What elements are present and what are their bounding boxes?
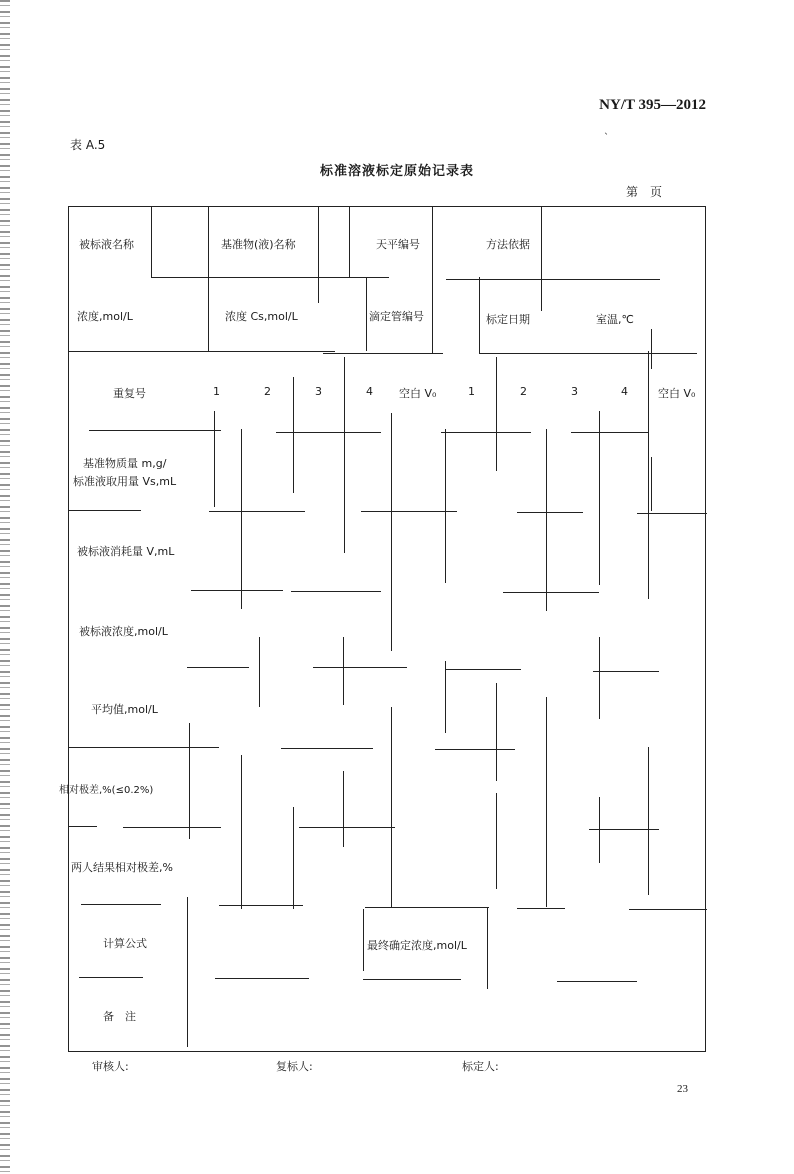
repeat-col-blank: 空白 V₀ <box>399 387 437 400</box>
form-title: 标准溶液标定原始记录表 <box>319 164 474 179</box>
row-label-two-person-range: 两人结果相对极差,% <box>71 861 173 874</box>
repeat-col-blank-b: 空白 V₀ <box>658 387 696 400</box>
table-label: 表 A.5 <box>70 138 106 152</box>
row-label-mass-2: 标准液取用量 Vs,mL <box>73 475 177 488</box>
repeat-col-3: 3 <box>315 385 322 398</box>
row-label-final-concentration: 最终确定浓度,mol/L <box>367 939 467 952</box>
row-label-remarks: 备 注 <box>103 1010 136 1023</box>
signature-rechecker: 复标人: <box>276 1060 313 1073</box>
row-label-average: 平均值,mol/L <box>91 703 158 716</box>
repeat-col-4: 4 <box>366 385 373 398</box>
repeat-number-label: 重复号 <box>113 387 146 400</box>
repeat-col-2: 2 <box>264 385 271 398</box>
repeat-col-2b: 2 <box>520 385 527 398</box>
signature-reviewer: 审核人: <box>92 1060 129 1073</box>
row-label-concentration: 被标液浓度,mol/L <box>79 625 168 638</box>
field-concentration-cs: 浓度 Cs,mol/L <box>225 310 298 323</box>
record-form <box>59 206 706 1052</box>
repeat-col-1: 1 <box>213 385 220 398</box>
field-method-basis: 方法依据 <box>486 238 530 251</box>
row-label-mass-1: 基准物质量 m,g/ <box>83 457 167 470</box>
page-number: 23 <box>677 1083 688 1095</box>
row-label-consumed: 被标液消耗量 V,mL <box>77 545 175 558</box>
repeat-col-1b: 1 <box>468 385 475 398</box>
field-burette-number: 滴定管编号 <box>369 310 424 323</box>
field-titrant-name: 被标液名称 <box>79 238 134 251</box>
scan-mark: ˎ <box>604 124 609 135</box>
field-concentration: 浓度,mol/L <box>77 310 133 323</box>
field-calibration-date: 标定日期 <box>486 313 530 326</box>
standard-code: NY/T 395—2012 <box>599 97 706 113</box>
page-label: 第 页 <box>626 185 663 199</box>
field-primary-standard-name: 基准物(液)名称 <box>221 238 296 251</box>
repeat-col-3b: 3 <box>571 385 578 398</box>
repeat-col-4b: 4 <box>621 385 628 398</box>
row-label-relative-range: 相对极差,%(≤0.2%) <box>59 785 154 796</box>
field-room-temperature: 室温,℃ <box>596 313 634 326</box>
row-label-formula: 计算公式 <box>103 937 147 950</box>
signature-calibrator: 标定人: <box>462 1060 499 1073</box>
field-balance-number: 天平编号 <box>376 238 420 251</box>
